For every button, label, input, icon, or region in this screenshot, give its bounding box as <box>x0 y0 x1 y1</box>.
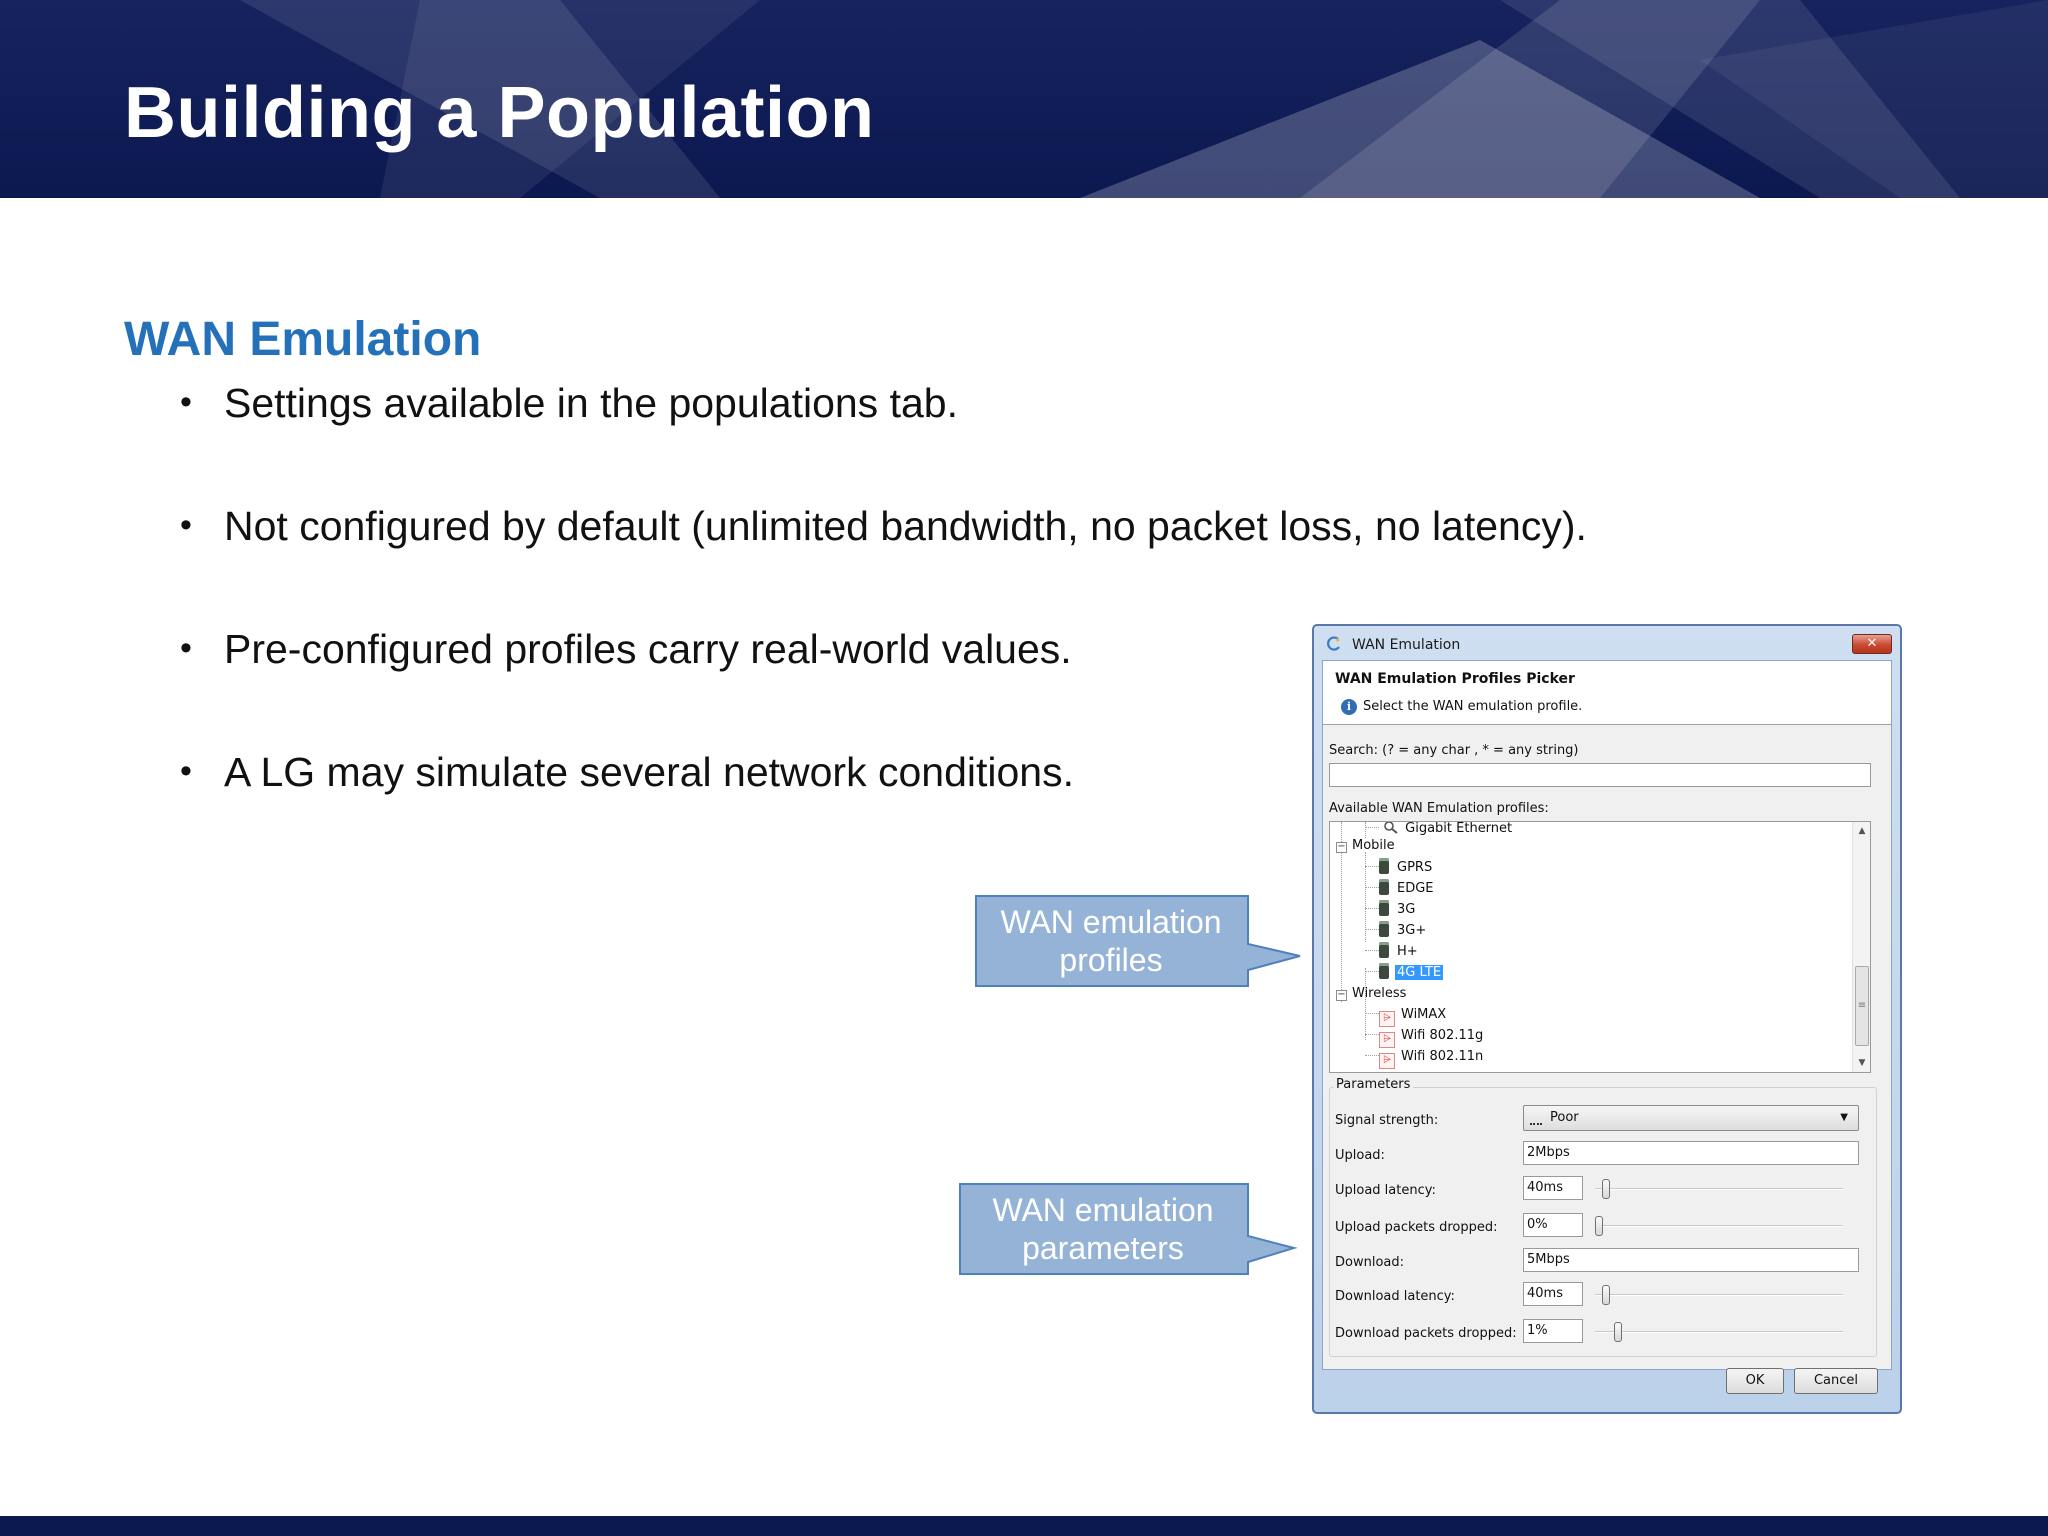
section-title: WAN Emulation <box>124 313 482 366</box>
antenna-icon: ⩥ <box>1379 1053 1395 1069</box>
upload-latency-slider[interactable] <box>1595 1188 1843 1190</box>
tree-item-label: H+ <box>1397 944 1418 959</box>
chevron-down-icon: ▼ <box>1840 1112 1848 1123</box>
tree-group-label: Wireless <box>1352 986 1407 1001</box>
download-packets-dropped-label: Download packets dropped: <box>1335 1326 1517 1341</box>
bullet-text: Not configured by default (unlimited bandwidth, no packet loss, no latency). <box>224 503 1587 549</box>
tree-item-wifi-n[interactable] <box>1365 1048 1485 1068</box>
download-latency-slider[interactable] <box>1595 1294 1843 1296</box>
cancel-button[interactable]: Cancel <box>1794 1368 1878 1394</box>
bullet-text: Pre-configured profiles carry real-world values. <box>224 626 1072 672</box>
scroll-thumb[interactable] <box>1855 966 1869 1046</box>
bullet-text: Settings available in the populations tab. <box>224 380 958 426</box>
tree-item-label: Wifi 802.11g <box>1401 1028 1484 1043</box>
download-packets-dropped-input[interactable]: 1% <box>1523 1319 1583 1343</box>
callout-profiles <box>974 894 1304 990</box>
bullet-text: A LG may simulate several network conditions. <box>224 749 1074 795</box>
phone-icon <box>1379 942 1389 958</box>
tree-group-wireless[interactable] <box>1350 985 1408 1005</box>
tree-item-3g-plus[interactable] <box>1365 921 1428 941</box>
callout-line: profiles <box>1059 942 1163 978</box>
tree-scrollbar[interactable] <box>1852 822 1870 1072</box>
search-label: Search: (? = any char , * = any string) <box>1329 743 1579 758</box>
tree-group-mobile[interactable] <box>1350 837 1397 857</box>
upload-packets-dropped-label: Upload packets dropped: <box>1335 1220 1498 1235</box>
tree-connector <box>1365 908 1379 909</box>
tree-item-h-plus[interactable] <box>1365 942 1420 962</box>
picker-title: WAN Emulation Profiles Picker <box>1335 671 1575 687</box>
bullet-item <box>180 380 958 427</box>
slider-thumb[interactable] <box>1602 1179 1610 1199</box>
close-button[interactable]: ✕ <box>1852 634 1892 654</box>
slide-header <box>0 0 2048 198</box>
bullet-symbol: • <box>180 383 192 421</box>
antenna-icon: ⩥ <box>1379 1032 1395 1048</box>
tree-connector <box>1365 887 1379 888</box>
download-label: Download: <box>1335 1255 1404 1270</box>
tree-item-label: 4G LTE <box>1397 965 1442 980</box>
tree-item-3g[interactable] <box>1365 900 1417 920</box>
slider-thumb[interactable] <box>1595 1216 1603 1236</box>
signal-strength-label: Signal strength: <box>1335 1113 1439 1128</box>
tree-item-wifi-g[interactable] <box>1365 1027 1485 1047</box>
tree-item-edge[interactable] <box>1365 879 1436 899</box>
antenna-icon: ⩥ <box>1379 1011 1395 1027</box>
upload-packets-dropped-slider[interactable] <box>1595 1225 1843 1227</box>
tree-connector <box>1365 929 1379 930</box>
phone-icon <box>1379 921 1389 937</box>
slide-title: Building a Population <box>124 73 875 153</box>
signal-strength-select[interactable] <box>1523 1105 1859 1131</box>
tree-item-label: Wifi 802.11n <box>1401 1049 1484 1064</box>
profiles-tree[interactable] <box>1329 821 1871 1073</box>
signal-icon <box>1530 1121 1542 1125</box>
network-icon <box>1383 821 1399 834</box>
download-packets-dropped-slider[interactable] <box>1595 1331 1843 1333</box>
picker-subtitle: Select the WAN emulation profile. <box>1363 699 1583 714</box>
tree-item-label: GPRS <box>1397 860 1433 875</box>
callout-parameters <box>958 1182 1298 1278</box>
phone-icon <box>1379 879 1389 895</box>
callout-line: WAN emulation <box>1000 904 1222 940</box>
bullet-item <box>180 626 1072 673</box>
phone-icon <box>1379 963 1389 979</box>
upload-input[interactable]: 2Mbps <box>1523 1141 1859 1165</box>
callout-line: parameters <box>1022 1230 1184 1266</box>
tree-item-gprs[interactable] <box>1365 858 1434 878</box>
bullet-item <box>180 503 1587 550</box>
bullet-symbol: • <box>180 506 192 544</box>
search-input[interactable] <box>1329 763 1871 787</box>
slide-footer <box>0 1516 2048 1536</box>
scroll-grip-icon: ≡ <box>1857 1000 1867 1011</box>
scroll-up-arrow[interactable]: ▲ <box>1858 826 1866 836</box>
tree-connector <box>1365 827 1379 828</box>
tree-item-label: 3G+ <box>1397 923 1427 938</box>
expander-mobile[interactable]: − <box>1337 841 1346 852</box>
tree-connector <box>1365 866 1379 867</box>
upload-packets-dropped-input[interactable]: 0% <box>1523 1213 1583 1237</box>
upload-latency-label: Upload latency: <box>1335 1183 1436 1198</box>
tree-connector <box>1365 971 1379 972</box>
parameters-legend: Parameters <box>1333 1077 1413 1092</box>
dialog-titlebar[interactable] <box>1314 626 1900 660</box>
tree-item-label: Gigabit Ethernet <box>1405 821 1513 836</box>
expander-wireless[interactable]: − <box>1337 989 1346 1000</box>
phone-icon <box>1379 900 1389 916</box>
bullet-symbol: • <box>180 629 192 667</box>
tree-item-label: WiMAX <box>1401 1007 1447 1022</box>
upload-label: Upload: <box>1335 1148 1385 1163</box>
upload-latency-input[interactable]: 40ms <box>1523 1176 1583 1200</box>
download-latency-input[interactable]: 40ms <box>1523 1282 1583 1306</box>
app-icon <box>1326 636 1342 652</box>
tree-group-label: Mobile <box>1352 838 1395 853</box>
available-profiles-label: Available WAN Emulation profiles: <box>1329 801 1549 816</box>
callout-text <box>974 894 1248 988</box>
wan-emulation-dialog <box>1312 624 1902 1414</box>
tree-item-label: EDGE <box>1397 881 1434 896</box>
dialog-title: WAN Emulation <box>1352 637 1461 653</box>
tree-item-4g-lte[interactable] <box>1365 963 1443 983</box>
ok-button[interactable]: OK <box>1726 1368 1784 1394</box>
info-icon: i <box>1341 699 1357 715</box>
tree-connector <box>1365 1034 1379 1035</box>
slider-thumb[interactable] <box>1614 1322 1622 1342</box>
signal-strength-value: Poor <box>1550 1110 1579 1125</box>
tree-item-wimax[interactable] <box>1365 1006 1448 1026</box>
tree-connector <box>1365 1055 1379 1056</box>
phone-icon <box>1379 858 1389 874</box>
tree-connector <box>1365 950 1379 951</box>
download-latency-label: Download latency: <box>1335 1289 1455 1304</box>
dialog-content <box>1322 660 1892 1370</box>
callout-text <box>958 1182 1248 1276</box>
callout-line: WAN emulation <box>992 1192 1214 1228</box>
download-input[interactable]: 5Mbps <box>1523 1248 1859 1272</box>
bullet-item <box>180 749 1074 796</box>
scroll-down-arrow[interactable]: ▼ <box>1858 1058 1866 1068</box>
bullet-symbol: • <box>180 752 192 790</box>
slider-thumb[interactable] <box>1602 1285 1610 1305</box>
tree-item-label: 3G <box>1397 902 1416 917</box>
tree-connector <box>1365 1013 1379 1014</box>
picker-header <box>1323 661 1891 725</box>
